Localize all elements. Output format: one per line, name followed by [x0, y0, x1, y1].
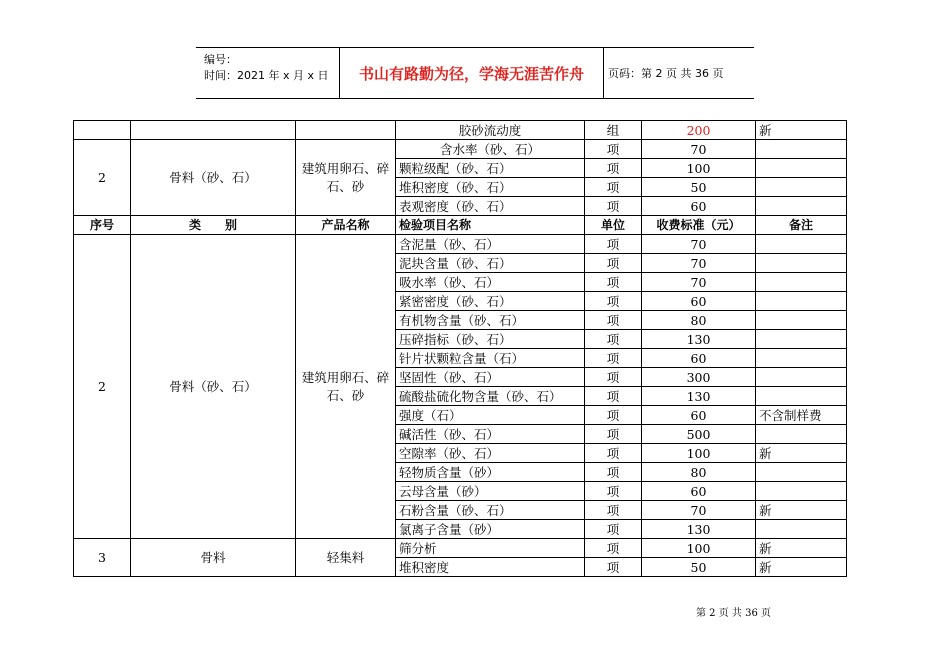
unit-cell: 项	[585, 539, 642, 558]
item-cell: 空隙率（砂、石）	[396, 444, 585, 463]
item-cell: 云母含量（砂）	[396, 482, 585, 501]
note-cell	[756, 425, 847, 444]
product-cell: 轻集料	[296, 539, 396, 577]
item-cell: 强度（石）	[396, 406, 585, 425]
fee-cell: 70	[642, 235, 756, 254]
item-cell: 针片状颗粒含量（石）	[396, 349, 585, 368]
item-cell: 颗粒级配（砂、石）	[396, 159, 585, 178]
fee-cell: 60	[642, 406, 756, 425]
unit-cell: 项	[585, 178, 642, 197]
column-header: 序号	[74, 216, 131, 235]
unit-cell: 项	[585, 254, 642, 273]
item-cell: 含水率（砂、石）	[396, 140, 585, 159]
header-meta	[196, 48, 339, 98]
column-header: 产品名称	[296, 216, 396, 235]
unit-cell: 项	[585, 159, 642, 178]
time-label: 时间：2021 年 x 月 x 日	[204, 69, 329, 82]
note-cell	[756, 273, 847, 292]
note-cell: 新	[756, 558, 847, 577]
note-cell	[756, 235, 847, 254]
note-cell	[756, 482, 847, 501]
product-cell: 建筑用卵石、碎石、砂	[296, 235, 396, 539]
column-header: 单位	[585, 216, 642, 235]
fee-cell: 300	[642, 368, 756, 387]
note-cell	[756, 159, 847, 178]
table-row	[74, 539, 847, 558]
table-row	[74, 235, 847, 254]
item-cell: 硫酸盐硫化物含量（砂、石）	[396, 387, 585, 406]
fee-cell: 200	[642, 121, 756, 140]
unit-cell: 项	[585, 463, 642, 482]
page-header	[196, 47, 754, 99]
category-cell	[131, 121, 296, 140]
unit-cell: 项	[585, 140, 642, 159]
fee-cell: 70	[642, 254, 756, 273]
item-cell: 堆积密度	[396, 558, 585, 577]
seq-cell	[74, 121, 131, 140]
note-cell	[756, 387, 847, 406]
category-cell: 骨料（砂、石）	[131, 235, 296, 539]
unit-cell: 项	[585, 425, 642, 444]
fee-cell: 50	[642, 558, 756, 577]
unit-cell: 项	[585, 292, 642, 311]
unit-cell: 项	[585, 406, 642, 425]
product-cell: 建筑用卵石、碎石、砂	[296, 140, 396, 216]
note-cell	[756, 330, 847, 349]
note-cell	[756, 197, 847, 216]
unit-cell: 项	[585, 273, 642, 292]
unit-cell: 组	[585, 121, 642, 140]
seq-cell: 2	[74, 235, 131, 539]
note-cell	[756, 520, 847, 539]
item-cell: 轻物质含量（砂）	[396, 463, 585, 482]
note-cell	[756, 349, 847, 368]
header-page-info: 页码：第 2 页 共 36 页	[608, 67, 724, 80]
fee-cell: 60	[642, 349, 756, 368]
item-cell: 氯离子含量（砂）	[396, 520, 585, 539]
fee-cell: 130	[642, 520, 756, 539]
unit-cell: 项	[585, 387, 642, 406]
item-cell: 含泥量（砂、石）	[396, 235, 585, 254]
fee-cell: 50	[642, 178, 756, 197]
unit-cell: 项	[585, 349, 642, 368]
note-cell	[756, 254, 847, 273]
fee-cell: 130	[642, 330, 756, 349]
item-cell: 有机物含量（砂、石）	[396, 311, 585, 330]
fee-cell: 70	[642, 140, 756, 159]
fee-cell: 60	[642, 292, 756, 311]
unit-cell: 项	[585, 558, 642, 577]
table-row	[74, 121, 847, 140]
category-cell: 骨料（砂、石）	[131, 140, 296, 216]
note-cell	[756, 178, 847, 197]
fee-cell: 60	[642, 482, 756, 501]
header-motto: 书山有路勤为径，学海无涯苦作舟	[339, 48, 604, 98]
fee-cell: 500	[642, 425, 756, 444]
note-cell: 不含制样费	[756, 406, 847, 425]
note-cell	[756, 311, 847, 330]
serial-label: 编号：	[204, 53, 237, 66]
product-cell	[296, 121, 396, 140]
item-cell: 石粉含量（砂、石）	[396, 501, 585, 520]
fee-cell: 100	[642, 539, 756, 558]
column-header: 检验项目名称	[396, 216, 585, 235]
item-cell: 筛分析	[396, 539, 585, 558]
unit-cell: 项	[585, 235, 642, 254]
unit-cell: 项	[585, 330, 642, 349]
category-cell: 骨料	[131, 539, 296, 577]
unit-cell: 项	[585, 311, 642, 330]
item-cell: 紧密密度（砂、石）	[396, 292, 585, 311]
item-cell: 吸水率（砂、石）	[396, 273, 585, 292]
fee-cell: 70	[642, 273, 756, 292]
fee-cell: 100	[642, 159, 756, 178]
item-cell: 泥块含量（砂、石）	[396, 254, 585, 273]
note-cell: 新	[756, 501, 847, 520]
fee-table	[73, 120, 847, 577]
note-cell	[756, 292, 847, 311]
item-cell: 碱活性（砂、石）	[396, 425, 585, 444]
note-cell	[756, 140, 847, 159]
note-cell	[756, 463, 847, 482]
note-cell: 新	[756, 444, 847, 463]
unit-cell: 项	[585, 444, 642, 463]
seq-cell: 3	[74, 539, 131, 577]
fee-cell: 80	[642, 311, 756, 330]
unit-cell: 项	[585, 520, 642, 539]
seq-cell: 2	[74, 140, 131, 216]
column-header: 备注	[756, 216, 847, 235]
table-row	[74, 140, 847, 159]
fee-cell: 80	[642, 463, 756, 482]
column-header: 收费标准（元）	[642, 216, 756, 235]
fee-cell: 70	[642, 501, 756, 520]
note-cell: 新	[756, 121, 847, 140]
page-footer: 第 2 页 共 36 页	[696, 608, 771, 619]
unit-cell: 项	[585, 197, 642, 216]
note-cell	[756, 368, 847, 387]
unit-cell: 项	[585, 501, 642, 520]
unit-cell: 项	[585, 368, 642, 387]
item-cell: 坚固性（砂、石）	[396, 368, 585, 387]
column-header: 类 别	[131, 216, 296, 235]
fee-cell: 130	[642, 387, 756, 406]
fee-cell: 100	[642, 444, 756, 463]
note-cell: 新	[756, 539, 847, 558]
column-header-row	[74, 216, 847, 235]
fee-cell: 60	[642, 197, 756, 216]
unit-cell: 项	[585, 482, 642, 501]
item-cell: 堆积密度（砂、石）	[396, 178, 585, 197]
item-cell: 表观密度（砂、石）	[396, 197, 585, 216]
item-cell: 胶砂流动度	[396, 121, 585, 140]
item-cell: 压碎指标（砂、石）	[396, 330, 585, 349]
